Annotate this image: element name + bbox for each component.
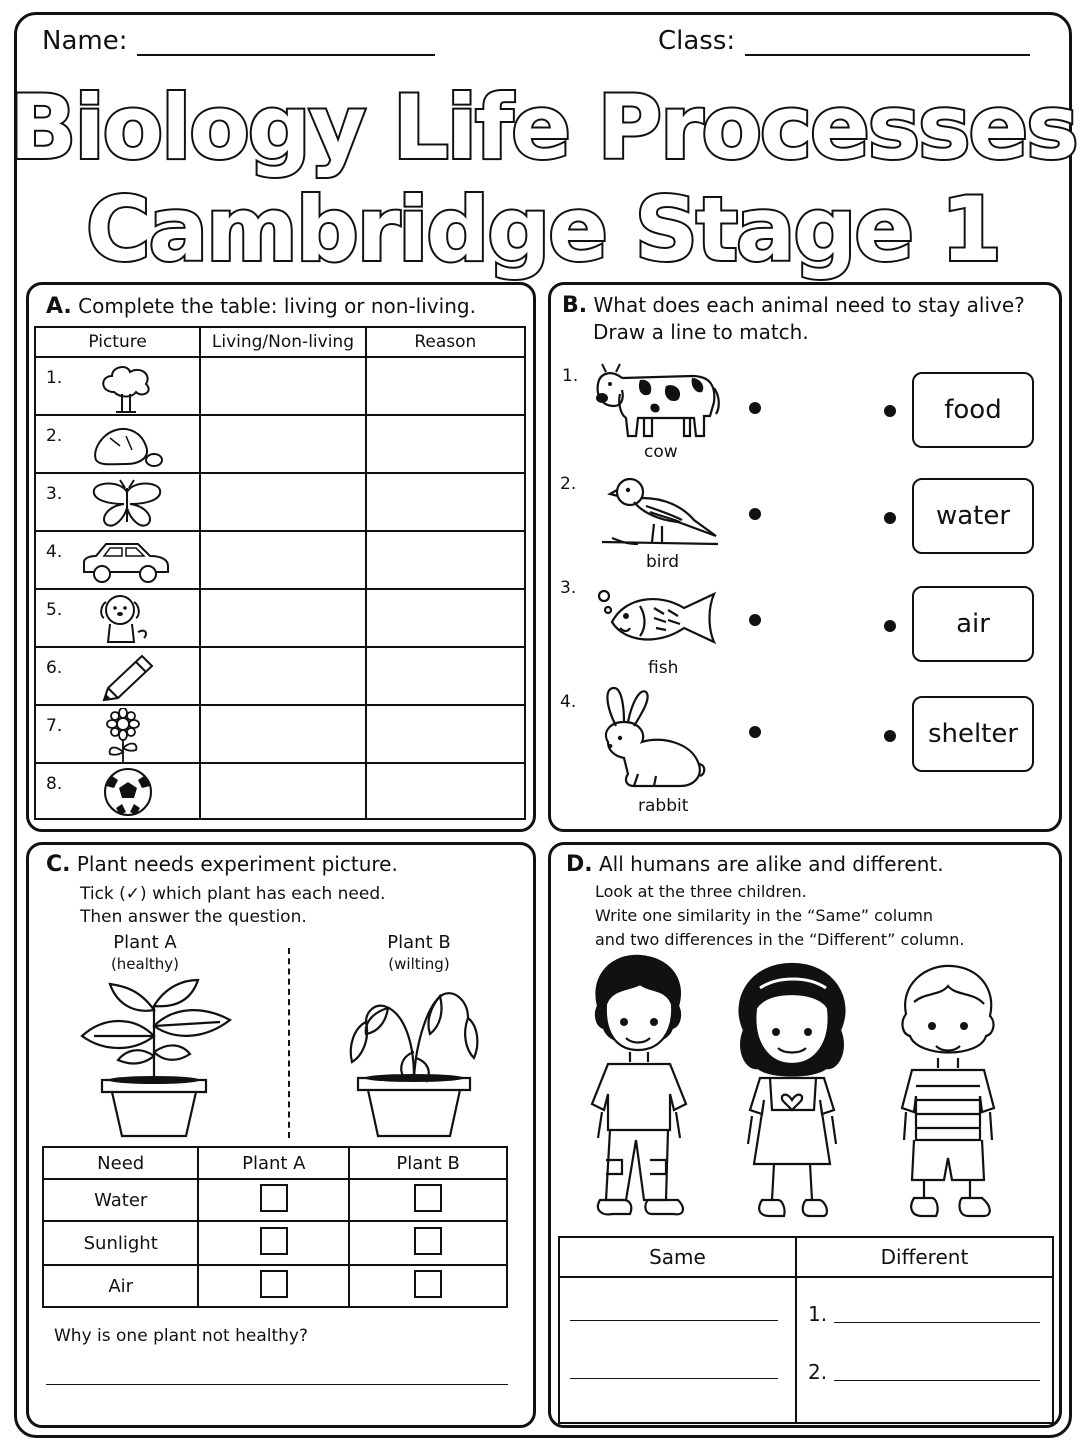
section-c-instructions bbox=[80, 883, 386, 929]
need-box-food: food bbox=[912, 372, 1034, 448]
reason-answer-cell[interactable] bbox=[366, 357, 525, 415]
section-c-title: Plant needs experiment picture. bbox=[76, 852, 398, 876]
col-reason: Reason bbox=[366, 327, 525, 357]
plant-b-state: (wilting) bbox=[388, 955, 450, 973]
col-same: Same bbox=[559, 1237, 796, 1277]
row-number: 1. bbox=[46, 368, 63, 388]
plant-a-label: Plant A bbox=[113, 932, 177, 953]
reason-answer-cell[interactable] bbox=[366, 647, 525, 705]
table-row bbox=[35, 357, 525, 415]
reason-answer-cell[interactable] bbox=[366, 473, 525, 531]
need-box-air: air bbox=[912, 586, 1034, 662]
section-b-letter: B. bbox=[562, 293, 588, 318]
animal-number: 4. bbox=[560, 692, 577, 712]
table-row bbox=[35, 415, 525, 473]
animal-label: cow bbox=[644, 442, 678, 462]
instruction-line: Tick (✓) which plant has each need. bbox=[80, 884, 386, 904]
row-number: 6. bbox=[46, 658, 63, 678]
row-number: 4. bbox=[46, 542, 63, 562]
table-row bbox=[35, 531, 525, 589]
striped-shirt-child-icon bbox=[896, 962, 1000, 1220]
section-d-instructions bbox=[595, 880, 964, 952]
plant-needs-table bbox=[42, 1146, 508, 1308]
air-plant-b-checkbox[interactable] bbox=[414, 1270, 442, 1298]
instruction-line: Write one similarity in the “Same” column bbox=[595, 906, 934, 925]
living-answer-cell[interactable] bbox=[200, 473, 365, 531]
difference-number: 1. bbox=[808, 1302, 828, 1326]
col-plant-a: Plant A bbox=[198, 1147, 349, 1179]
match-dot-right[interactable] bbox=[884, 512, 896, 524]
animal-number: 3. bbox=[560, 578, 577, 598]
table-row bbox=[35, 647, 525, 705]
reason-answer-cell[interactable] bbox=[366, 415, 525, 473]
section-a-heading bbox=[46, 294, 476, 319]
section-c-letter: C. bbox=[46, 852, 71, 877]
need-label: Sunlight bbox=[43, 1221, 198, 1265]
rock-icon bbox=[90, 422, 164, 470]
need-label: Water bbox=[43, 1179, 198, 1221]
same-different-table bbox=[558, 1236, 1054, 1424]
class-label: Class: bbox=[658, 26, 736, 56]
table-row bbox=[43, 1265, 507, 1307]
match-dot-left[interactable] bbox=[749, 614, 761, 626]
row-number: 7. bbox=[46, 716, 63, 736]
different-answer-cell[interactable] bbox=[796, 1277, 1053, 1423]
match-dot-left[interactable] bbox=[749, 508, 761, 520]
reason-answer-cell[interactable] bbox=[366, 705, 525, 763]
living-answer-cell[interactable] bbox=[200, 647, 365, 705]
same-answer-line[interactable] bbox=[570, 1320, 778, 1321]
col-living: Living/Non-living bbox=[200, 327, 365, 357]
reason-answer-cell[interactable] bbox=[366, 763, 525, 819]
instruction-line: and two differences in the “Different” column. bbox=[595, 930, 965, 949]
living-answer-cell[interactable] bbox=[200, 415, 365, 473]
difference-answer-line[interactable] bbox=[834, 1322, 1040, 1323]
animal-label: bird bbox=[646, 552, 679, 572]
need-label: Air bbox=[43, 1265, 198, 1307]
reason-answer-cell[interactable] bbox=[366, 531, 525, 589]
match-dot-left[interactable] bbox=[749, 726, 761, 738]
instruction-line: Look at the three children. bbox=[595, 882, 807, 901]
section-c-heading bbox=[46, 852, 398, 877]
plant-b-label: Plant B bbox=[387, 932, 451, 953]
class-line[interactable] bbox=[745, 28, 1030, 56]
col-plant-b: Plant B bbox=[349, 1147, 507, 1179]
plant-answer-line[interactable] bbox=[46, 1384, 508, 1385]
name-line[interactable] bbox=[137, 28, 435, 56]
living-answer-cell[interactable] bbox=[200, 705, 365, 763]
tree-icon bbox=[94, 362, 158, 414]
sunlight-plant-a-checkbox[interactable] bbox=[260, 1227, 288, 1255]
match-dot-right[interactable] bbox=[884, 405, 896, 417]
animal-label: rabbit bbox=[638, 796, 689, 816]
section-d-letter: D. bbox=[566, 852, 593, 877]
difference-number: 2. bbox=[808, 1360, 828, 1384]
water-plant-b-checkbox[interactable] bbox=[414, 1184, 442, 1212]
rabbit-icon bbox=[594, 684, 710, 794]
living-table bbox=[34, 326, 526, 820]
flower-icon bbox=[98, 708, 148, 764]
wilting-plant-icon bbox=[344, 982, 484, 1140]
col-different: Different bbox=[796, 1237, 1053, 1277]
section-a-title: Complete the table: living or non-living. bbox=[78, 294, 476, 318]
col-need: Need bbox=[43, 1147, 198, 1179]
sunlight-plant-b-checkbox[interactable] bbox=[414, 1227, 442, 1255]
butterfly-icon bbox=[90, 478, 164, 530]
need-box-shelter: shelter bbox=[912, 696, 1034, 772]
cow-icon bbox=[592, 356, 722, 440]
water-plant-a-checkbox[interactable] bbox=[260, 1184, 288, 1212]
match-dot-right[interactable] bbox=[884, 730, 896, 742]
bird-icon bbox=[598, 472, 724, 552]
match-dot-right[interactable] bbox=[884, 620, 896, 632]
table-row bbox=[43, 1179, 507, 1221]
need-box-water: water bbox=[912, 478, 1034, 554]
difference-answer-line[interactable] bbox=[834, 1380, 1040, 1381]
pencil-icon bbox=[96, 652, 156, 704]
section-b-title: What does each animal need to stay alive? bbox=[593, 293, 1025, 317]
instruction-line: Then answer the question. bbox=[80, 907, 307, 927]
table-row bbox=[35, 705, 525, 763]
section-b-instruction: Draw a line to match. bbox=[593, 320, 809, 344]
girl-child-icon bbox=[730, 960, 856, 1222]
table-row bbox=[35, 763, 525, 819]
reason-answer-cell[interactable] bbox=[366, 589, 525, 647]
row-number: 3. bbox=[46, 484, 63, 504]
section-b-heading bbox=[562, 292, 1025, 345]
page-title-line2: Cambridge Stage 1 bbox=[86, 178, 1000, 281]
col-picture: Picture bbox=[35, 327, 200, 357]
row-number: 8. bbox=[46, 774, 63, 794]
section-a-letter: A. bbox=[46, 294, 72, 319]
boy-child-icon bbox=[586, 954, 692, 1220]
living-answer-cell[interactable] bbox=[200, 357, 365, 415]
row-number: 5. bbox=[46, 600, 63, 620]
row-number: 2. bbox=[46, 426, 63, 446]
animal-label: fish bbox=[648, 658, 679, 678]
soccer-ball-icon bbox=[102, 766, 154, 818]
car-icon bbox=[80, 538, 172, 586]
puppy-icon bbox=[94, 592, 154, 646]
section-d-heading bbox=[566, 852, 944, 877]
plant-divider bbox=[288, 948, 290, 1138]
plant-question: Why is one plant not healthy? bbox=[54, 1326, 308, 1346]
match-dot-left[interactable] bbox=[749, 402, 761, 414]
animal-number: 1. bbox=[562, 366, 579, 386]
table-row bbox=[35, 473, 525, 531]
class-field bbox=[658, 26, 1030, 56]
living-answer-cell[interactable] bbox=[200, 531, 365, 589]
plant-a-state: (healthy) bbox=[110, 955, 180, 973]
living-answer-cell[interactable] bbox=[200, 763, 365, 819]
same-answer-cell[interactable] bbox=[559, 1277, 796, 1423]
table-row bbox=[43, 1221, 507, 1265]
name-label: Name: bbox=[42, 26, 128, 56]
living-answer-cell[interactable] bbox=[200, 589, 365, 647]
page-title-line1: Biology Life Processes bbox=[9, 76, 1077, 179]
same-answer-line[interactable] bbox=[570, 1378, 778, 1379]
animal-number: 2. bbox=[560, 474, 577, 494]
section-d-title: All humans are alike and different. bbox=[598, 852, 944, 876]
fish-icon bbox=[594, 586, 724, 652]
healthy-plant-icon bbox=[74, 976, 236, 1140]
air-plant-a-checkbox[interactable] bbox=[260, 1270, 288, 1298]
table-row bbox=[35, 589, 525, 647]
name-field bbox=[42, 26, 435, 56]
